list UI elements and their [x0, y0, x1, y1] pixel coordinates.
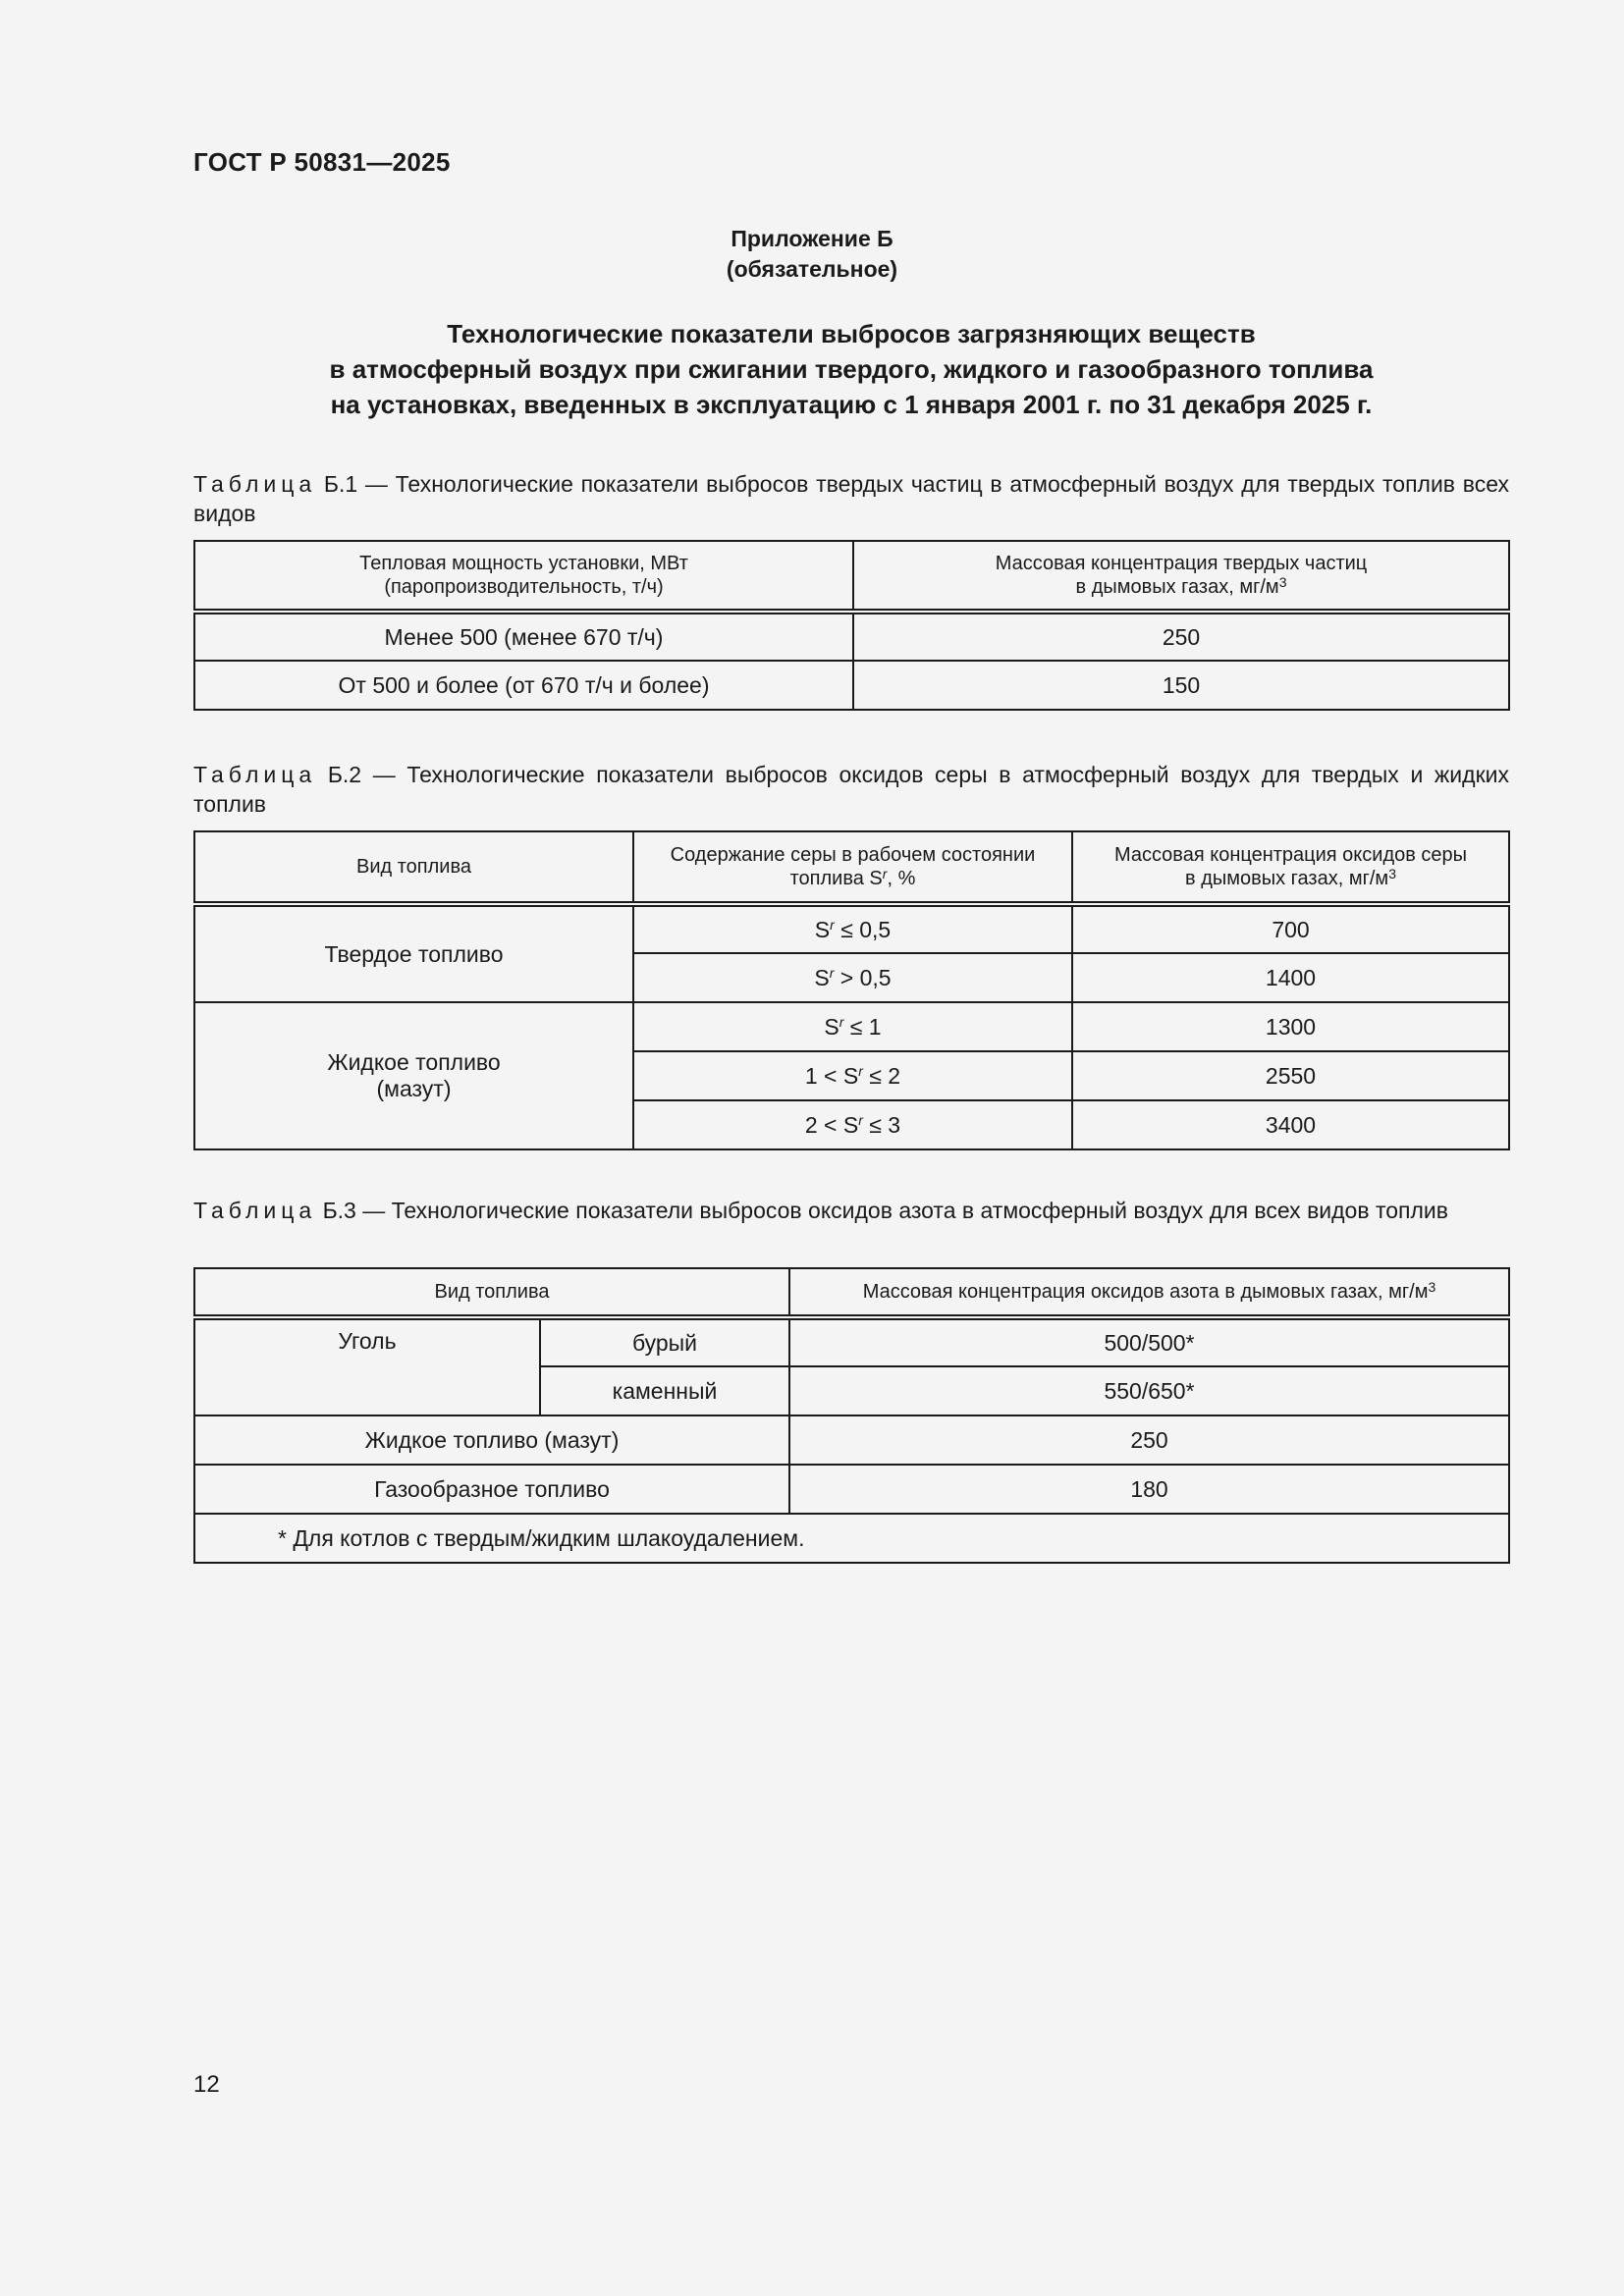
table-header-row — [194, 1268, 1509, 1317]
header-line: в дымовых газах, мг/м — [1185, 868, 1389, 889]
column-header-concentration — [853, 541, 1509, 612]
header-line: Массовая концентрация оксидов серы — [1113, 844, 1468, 866]
cell-sulfur: $S^r \le 1$ — [633, 1002, 1072, 1051]
cell-liquid-fuel: Жидкое топливо (мазут) — [194, 1415, 789, 1465]
cell-coal-hard: каменный — [540, 1366, 789, 1415]
page-number: 12 — [193, 2071, 220, 2098]
table-footnote: * Для котлов с твердым/жидким шлакоудалением. — [194, 1514, 1509, 1563]
appendix-title: Приложение Б — [731, 226, 893, 251]
cell-power: Менее 500 (менее 670 т/ч) — [194, 612, 853, 661]
cell-value: 1300 — [1072, 1002, 1509, 1051]
table1-caption — [193, 469, 1509, 528]
table-row — [194, 904, 1509, 953]
table3 — [193, 1267, 1510, 1564]
cell-coal: Уголь — [194, 1317, 540, 1415]
table-row — [194, 1465, 1509, 1514]
cell-value: 1400 — [1072, 953, 1509, 1002]
header-line: , % — [887, 868, 916, 889]
unit-superscript: 3 — [1428, 1279, 1436, 1295]
column-header-power — [194, 541, 853, 612]
cell-gas-fuel: Газообразное топливо — [194, 1465, 789, 1514]
table2 — [193, 830, 1510, 1150]
cell-value: 250 — [853, 612, 1509, 661]
table-label: Таблица — [193, 471, 317, 497]
header-line: в дымовых газах, мг/м — [1075, 576, 1279, 598]
table-header-row — [194, 831, 1509, 904]
column-header-fuel-type: Вид топлива — [194, 831, 633, 904]
column-header-fuel-type: Вид топлива — [194, 1268, 789, 1317]
section-title-line: Технологические показатели выбросов загрязняющих веществ — [447, 319, 1256, 348]
table-label: Таблица — [193, 762, 317, 787]
section-title — [0, 316, 1624, 422]
section-title-line: в атмосферный воздух при сжигании твердого, жидкого и газообразного топлива — [329, 354, 1374, 384]
header-line: топлива S — [789, 868, 883, 889]
header-line: Массовая концентрация оксидов азота в дымовых газах, мг/м — [862, 1281, 1429, 1303]
table2-caption — [193, 760, 1509, 819]
unit-superscript: 3 — [1388, 866, 1396, 881]
cell-fuel-liquid: Жидкое топливо (мазут) — [194, 1002, 633, 1149]
table-caption-text: Б.1 — Технологические показатели выбросов твердых частиц в атмосферный воздух для твердых топлив всех видов — [193, 471, 1510, 526]
column-header-concentration — [1072, 831, 1509, 904]
table-row — [194, 612, 1509, 661]
cell-value: 250 — [789, 1415, 1509, 1465]
table3-caption — [193, 1196, 1509, 1225]
table-row — [194, 1317, 1509, 1366]
table-footnote-row — [194, 1514, 1509, 1563]
table-row — [194, 661, 1509, 710]
unit-superscript: 3 — [1278, 574, 1287, 590]
header-line: (паропроизводительность, т/ч) — [384, 576, 664, 598]
table-header-row — [194, 541, 1509, 612]
header-line: Содержание серы в рабочем состоянии — [670, 844, 1036, 866]
table-caption-text: Б.2 — Технологические показатели выбросов оксидов серы в атмосферный воздух для твердых и жидких топлив — [193, 762, 1509, 817]
sulfur-superscript: r — [882, 866, 888, 881]
cell-sulfur: $2 < S^r \le 3$ — [633, 1100, 1072, 1149]
header-line: Массовая концентрация твердых частиц — [995, 553, 1368, 574]
cell-fuel-solid: Твердое топливо — [194, 904, 633, 1002]
table-row — [194, 1002, 1509, 1051]
document-code: ГОСТ Р 50831—2025 — [193, 147, 451, 177]
table-label: Таблица — [193, 1198, 317, 1223]
table-caption-text: Б.3 — Технологические показатели выбросов оксидов азота в атмосферный воздух для всех видов топлив — [322, 1198, 1448, 1223]
cell-value: 700 — [1072, 904, 1509, 953]
appendix-heading — [0, 224, 1624, 285]
cell-sulfur: $S^r > 0,5$ — [633, 953, 1072, 1002]
column-header-sulfur-content — [633, 831, 1072, 904]
cell-value: 150 — [853, 661, 1509, 710]
table1 — [193, 540, 1510, 711]
section-title-line: на установках, введенных в эксплуатацию с 1 января 2001 г. по 31 декабря 2025 г. — [330, 390, 1373, 419]
cell-value: 550/650* — [789, 1366, 1509, 1415]
cell-coal-brown: бурый — [540, 1317, 789, 1366]
column-header-concentration — [789, 1268, 1509, 1317]
cell-power: От 500 и более (от 670 т/ч и более) — [194, 661, 853, 710]
appendix-status: (обязательное) — [726, 256, 898, 282]
cell-sulfur: $S^r \le 0,5$ — [633, 904, 1072, 953]
header-line: Тепловая мощность установки, МВт — [359, 553, 688, 574]
cell-sulfur: $1 < S^r \le 2$ — [633, 1051, 1072, 1100]
cell-value: 500/500* — [789, 1317, 1509, 1366]
cell-value: 3400 — [1072, 1100, 1509, 1149]
table-row — [194, 1415, 1509, 1465]
cell-value: 2550 — [1072, 1051, 1509, 1100]
cell-value: 180 — [789, 1465, 1509, 1514]
